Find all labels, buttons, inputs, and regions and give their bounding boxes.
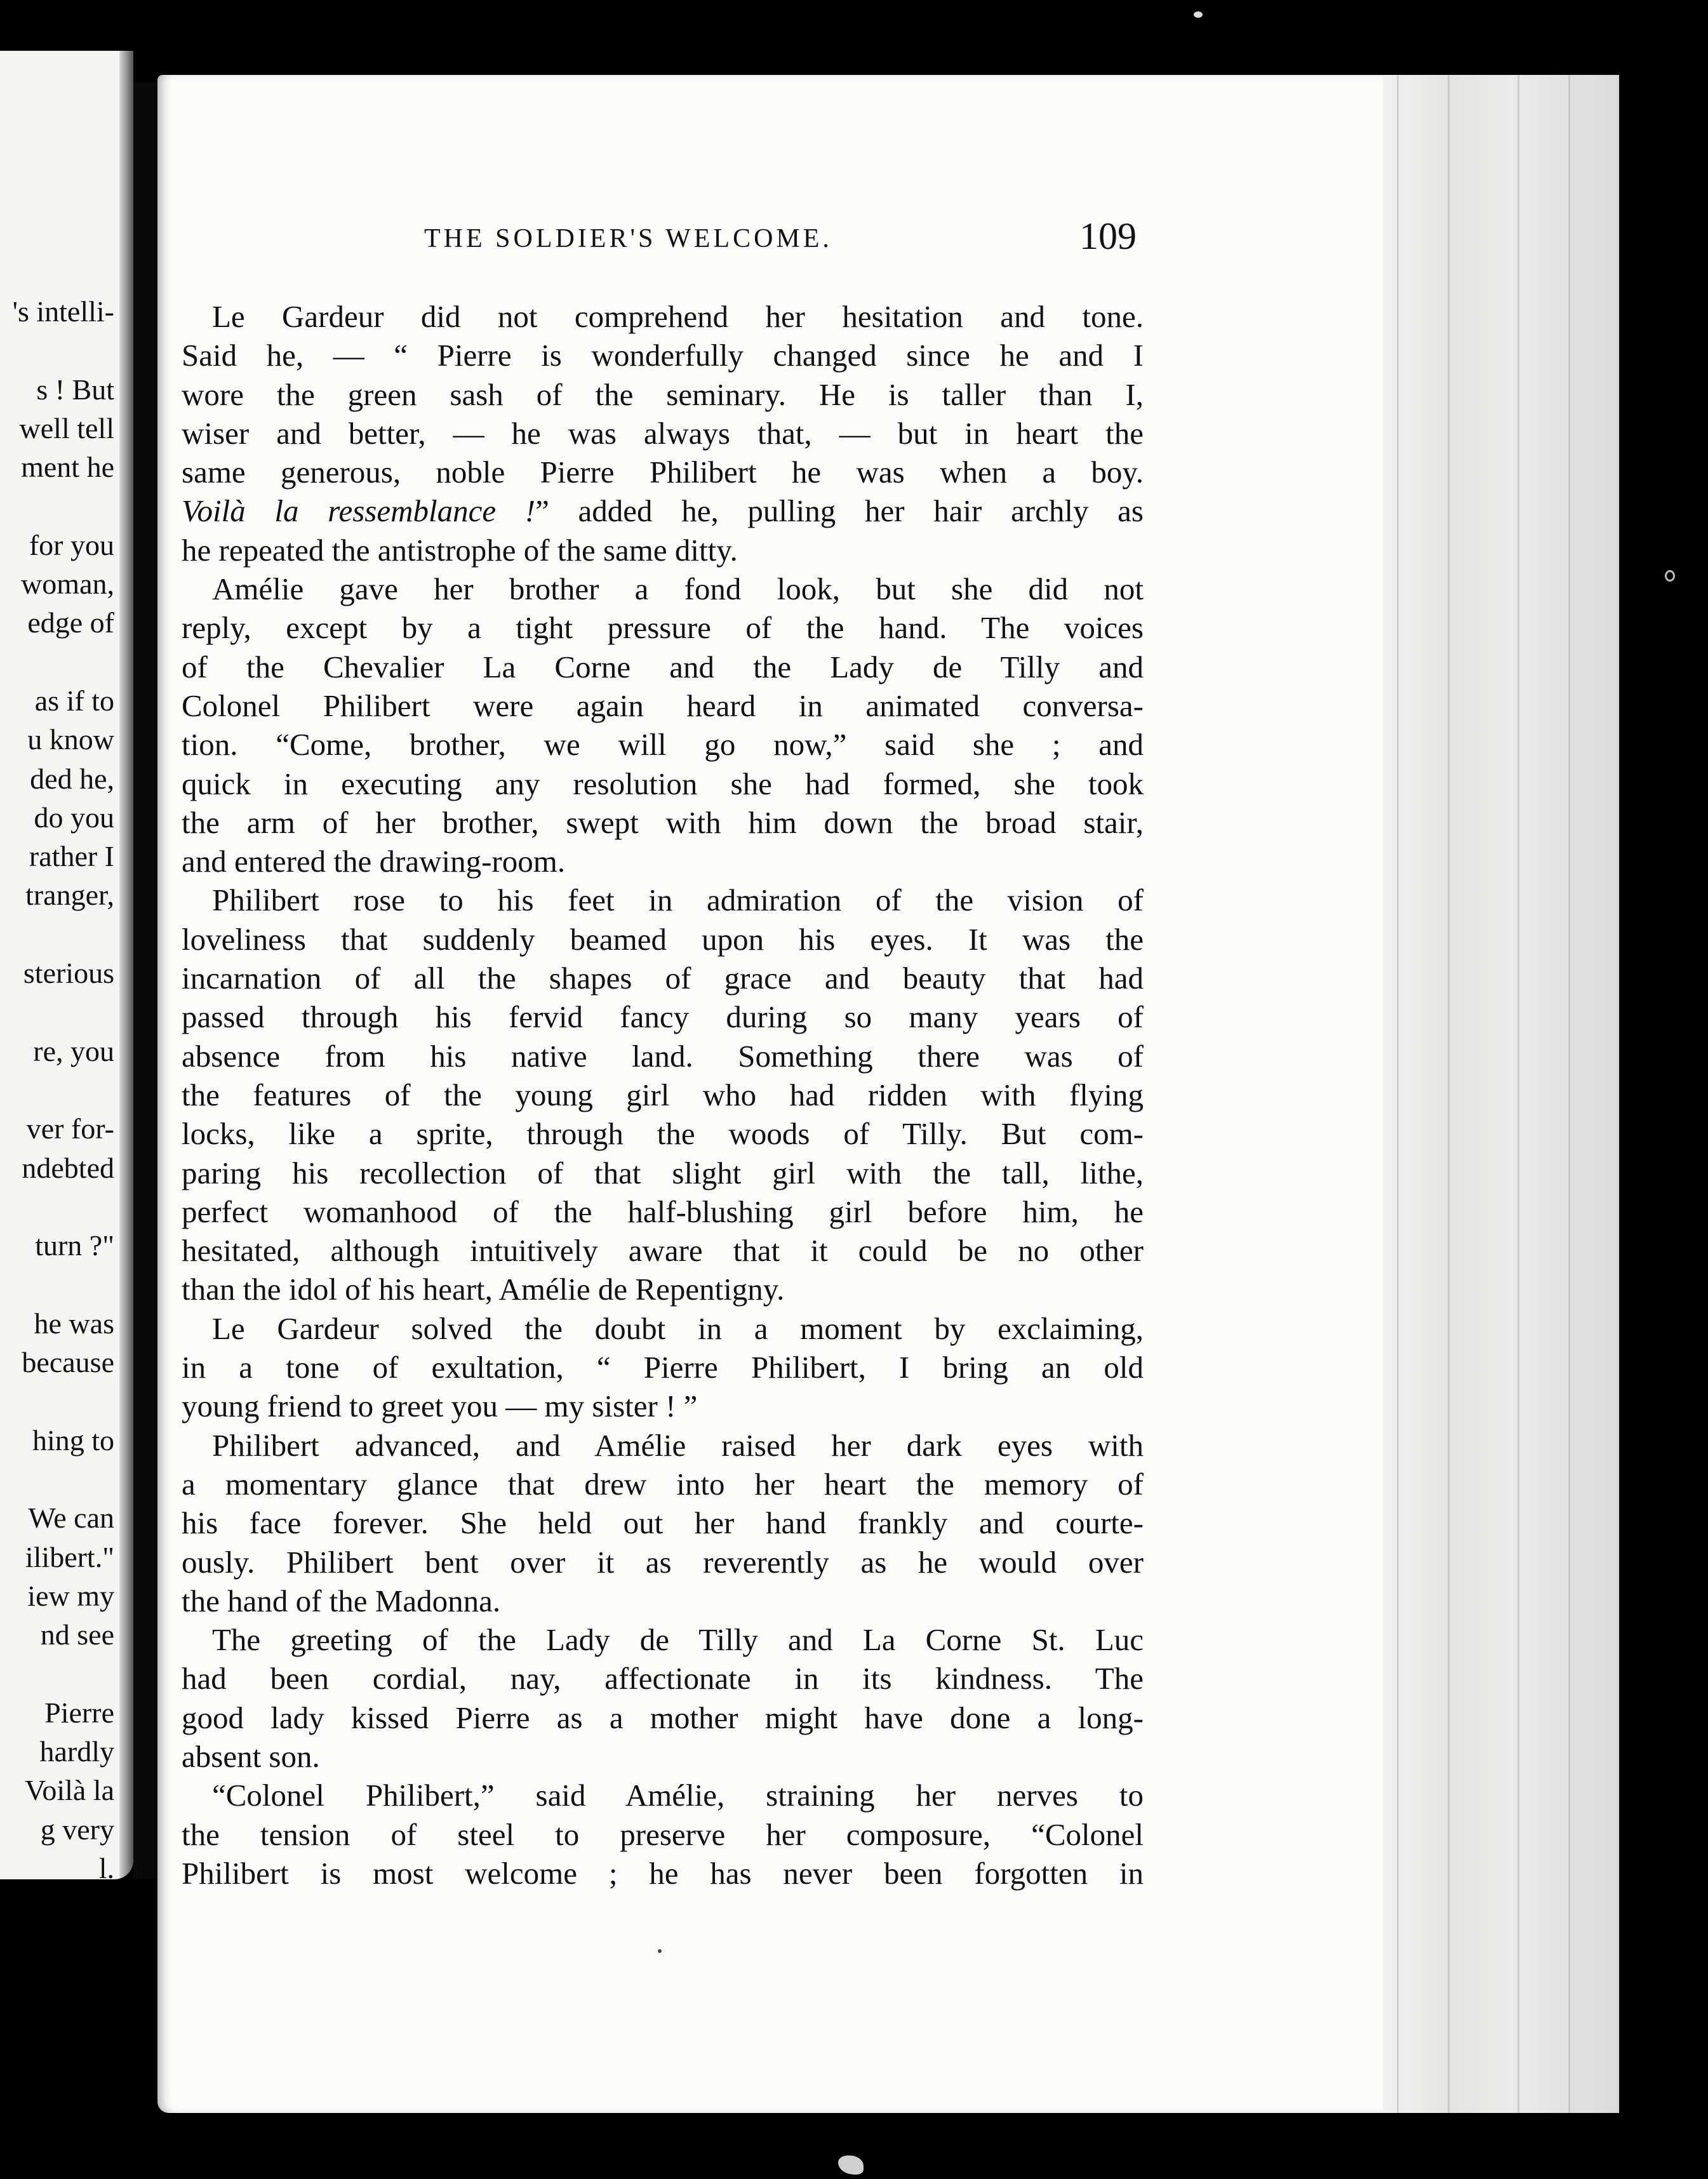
text-line: loveliness that suddenly beamed upon his eyes. It was the <box>182 921 1144 957</box>
previous-page-fragment: he was <box>34 1307 114 1340</box>
text-line: Philibert rose to his feet in admiration of the vision of <box>212 883 1144 918</box>
previous-page-fragment <box>0 915 114 954</box>
previous-page-fragment: ilibert." <box>25 1540 114 1573</box>
previous-page-fragment: sterious <box>23 957 114 990</box>
previous-page-fragment <box>0 643 114 681</box>
text-line: ously. Philibert bent over it as reverently as he would over <box>182 1544 1144 1580</box>
ink-speck <box>658 1949 662 1953</box>
text-line: quick in executing any resolution she had formed, she took <box>182 766 1144 801</box>
text-line: good lady kissed Pierre as a mother might have done a long- <box>182 1700 1144 1735</box>
previous-page-fragment: g very <box>40 1813 114 1846</box>
previous-page-fragment: s ! But <box>36 373 114 406</box>
previous-page-edge <box>0 51 133 1879</box>
text-line: the arm of her brother, swept with him down the broad stair, <box>182 804 1144 840</box>
page-fore-edge <box>1359 75 1619 2113</box>
page-body-text <box>182 297 1144 1893</box>
text-line: locks, like a sprite, through the woods of Tilly. But com- <box>182 1116 1144 1152</box>
text-line: wore the green sash of the seminary. He is taller than I, <box>182 376 1144 412</box>
previous-page-fragment <box>0 1187 114 1226</box>
text-line: Philibert advanced, and Amélie raised her dark eyes with <box>212 1427 1144 1463</box>
previous-page-fragment: ment he <box>21 451 114 484</box>
book-spine-shadow <box>133 83 159 1879</box>
previous-page-fragment: tranger, <box>25 879 114 912</box>
previous-page-fragment: nd see <box>40 1618 114 1651</box>
text-line: Le Gardeur did not comprehend her hesitation and tone. <box>212 299 1144 334</box>
previous-page-fragment: do you <box>34 801 114 834</box>
italic-phrase: Voilà la ressemblance ! <box>182 493 536 529</box>
text-line: absent son. <box>182 1738 320 1774</box>
previous-page-fragment: ver for- <box>26 1112 114 1145</box>
previous-page-fragment: woman, <box>21 568 114 601</box>
text-line: The greeting of the Lady de Tilly and La Corne St. Luc <box>212 1622 1144 1658</box>
previous-page-fragment: edge of <box>27 606 114 639</box>
running-head: THE SOLDIER'S WELCOME. <box>424 224 832 253</box>
text-line: of the Chevalier La Corne and the Lady de Tilly and <box>182 649 1144 684</box>
previous-page-fragment: well tell <box>19 411 114 444</box>
previous-page-fragment: iew my <box>27 1579 114 1612</box>
previous-page-fragment: ded he, <box>30 762 114 795</box>
previous-page-fragment: turn ?" <box>35 1229 114 1262</box>
previous-page-fragment: hardly <box>39 1735 114 1768</box>
text-line: Colonel Philibert were again heard in animated conversa- <box>182 688 1144 723</box>
previous-page-fragment <box>0 992 114 1031</box>
text-line: in a tone of exultation, “ Pierre Philibert, I bring an old <box>182 1350 1144 1385</box>
text-line: Said he, — “ Pierre is wonderfully changed since he and I <box>182 338 1144 373</box>
text-line: Philibert is most welcome ; he has never been forgotten in <box>182 1855 1144 1891</box>
previous-page-fragment: ndebted <box>22 1151 114 1184</box>
previous-page-fragment: for you <box>29 528 114 561</box>
previous-page-fragment: Voilà la <box>25 1774 114 1807</box>
text-line: Amélie gave her brother a fond look, but she did not <box>212 571 1144 607</box>
previous-page-fragment: hing to <box>32 1423 114 1456</box>
text-line: a momentary glance that drew into her heart the memory of <box>182 1466 1144 1502</box>
previous-page-fragment: because <box>22 1346 114 1379</box>
text-line: perfect womanhood of the half-blushing girl before him, he <box>182 1194 1144 1229</box>
text-line: the features of the young girl who had ridden with flying <box>182 1077 1144 1112</box>
text-line: his face forever. She held out her hand frankly and courte- <box>182 1505 1144 1541</box>
previous-page-fragment <box>0 1382 114 1420</box>
previous-page-fragment: We can <box>28 1502 114 1535</box>
previous-page-fragment: Pierre <box>44 1696 114 1729</box>
page-gutter-shadow <box>119 51 133 1879</box>
previous-page-fragment <box>0 331 114 370</box>
text-line: tion. “Come, brother, we will go now,” said she ; and <box>182 727 1144 763</box>
text-line: had been cordial, nay, affectionate in its kindness. The <box>182 1661 1144 1696</box>
previous-page-fragment <box>0 1265 114 1303</box>
previous-page-fragment <box>0 486 114 525</box>
page-number: 109 <box>1079 215 1137 257</box>
text-line: he repeated the antistrophe of the same ditty. <box>182 532 738 568</box>
text-line: hesitated, although intuitively aware that it could be no other <box>182 1233 1144 1269</box>
previous-page-fragment: re, you <box>33 1034 114 1067</box>
text-line: and entered the drawing-room. <box>182 844 566 879</box>
text-line: paring his recollection of that slight girl with the tall, lithe, <box>182 1155 1144 1190</box>
scan-artifact <box>1194 11 1203 18</box>
previous-page-text-fragments <box>0 292 114 1879</box>
scan-artifact <box>838 2156 864 2175</box>
text-line: young friend to greet you — my sister ! ” <box>182 1389 698 1424</box>
previous-page-fragment <box>0 1460 114 1498</box>
text-line: than the idol of his heart, Amélie de Repentigny. <box>182 1272 785 1307</box>
scan-artifact <box>1665 570 1675 582</box>
text-line: the tension of steel to preserve her composure, “Colonel <box>182 1816 1144 1852</box>
previous-page-fragment: rather I <box>29 840 114 873</box>
text-line: reply, except by a tight pressure of the hand. The voices <box>182 610 1144 646</box>
previous-page-fragment: l. <box>98 1851 114 1879</box>
text-line: absence from his native land. Something there was of <box>182 1038 1144 1074</box>
previous-page-fragment: 's intelli- <box>12 295 114 328</box>
text-line: “Colonel Philibert,” said Amélie, straining her nerves to <box>212 1778 1144 1813</box>
text-line: passed through his fervid fancy during so many years of <box>182 999 1144 1035</box>
previous-page-fragment: u know <box>27 723 114 756</box>
text-line: Voilà la ressemblance !” added he, pulling her hair archly as <box>182 493 1144 529</box>
previous-page-fragment <box>0 1654 114 1693</box>
text-line: incarnation of all the shapes of grace and beauty that had <box>182 961 1144 996</box>
previous-page-fragment <box>0 1070 114 1109</box>
text-line: same generous, noble Pierre Philibert he was when a boy. <box>182 455 1144 490</box>
previous-page-fragment: as if to <box>34 684 114 717</box>
text-line: wiser and better, — he was always that, — but in heart the <box>182 415 1144 451</box>
text-line: the hand of the Madonna. <box>182 1583 501 1618</box>
text-line: Le Gardeur solved the doubt in a moment by exclaiming, <box>212 1310 1144 1346</box>
